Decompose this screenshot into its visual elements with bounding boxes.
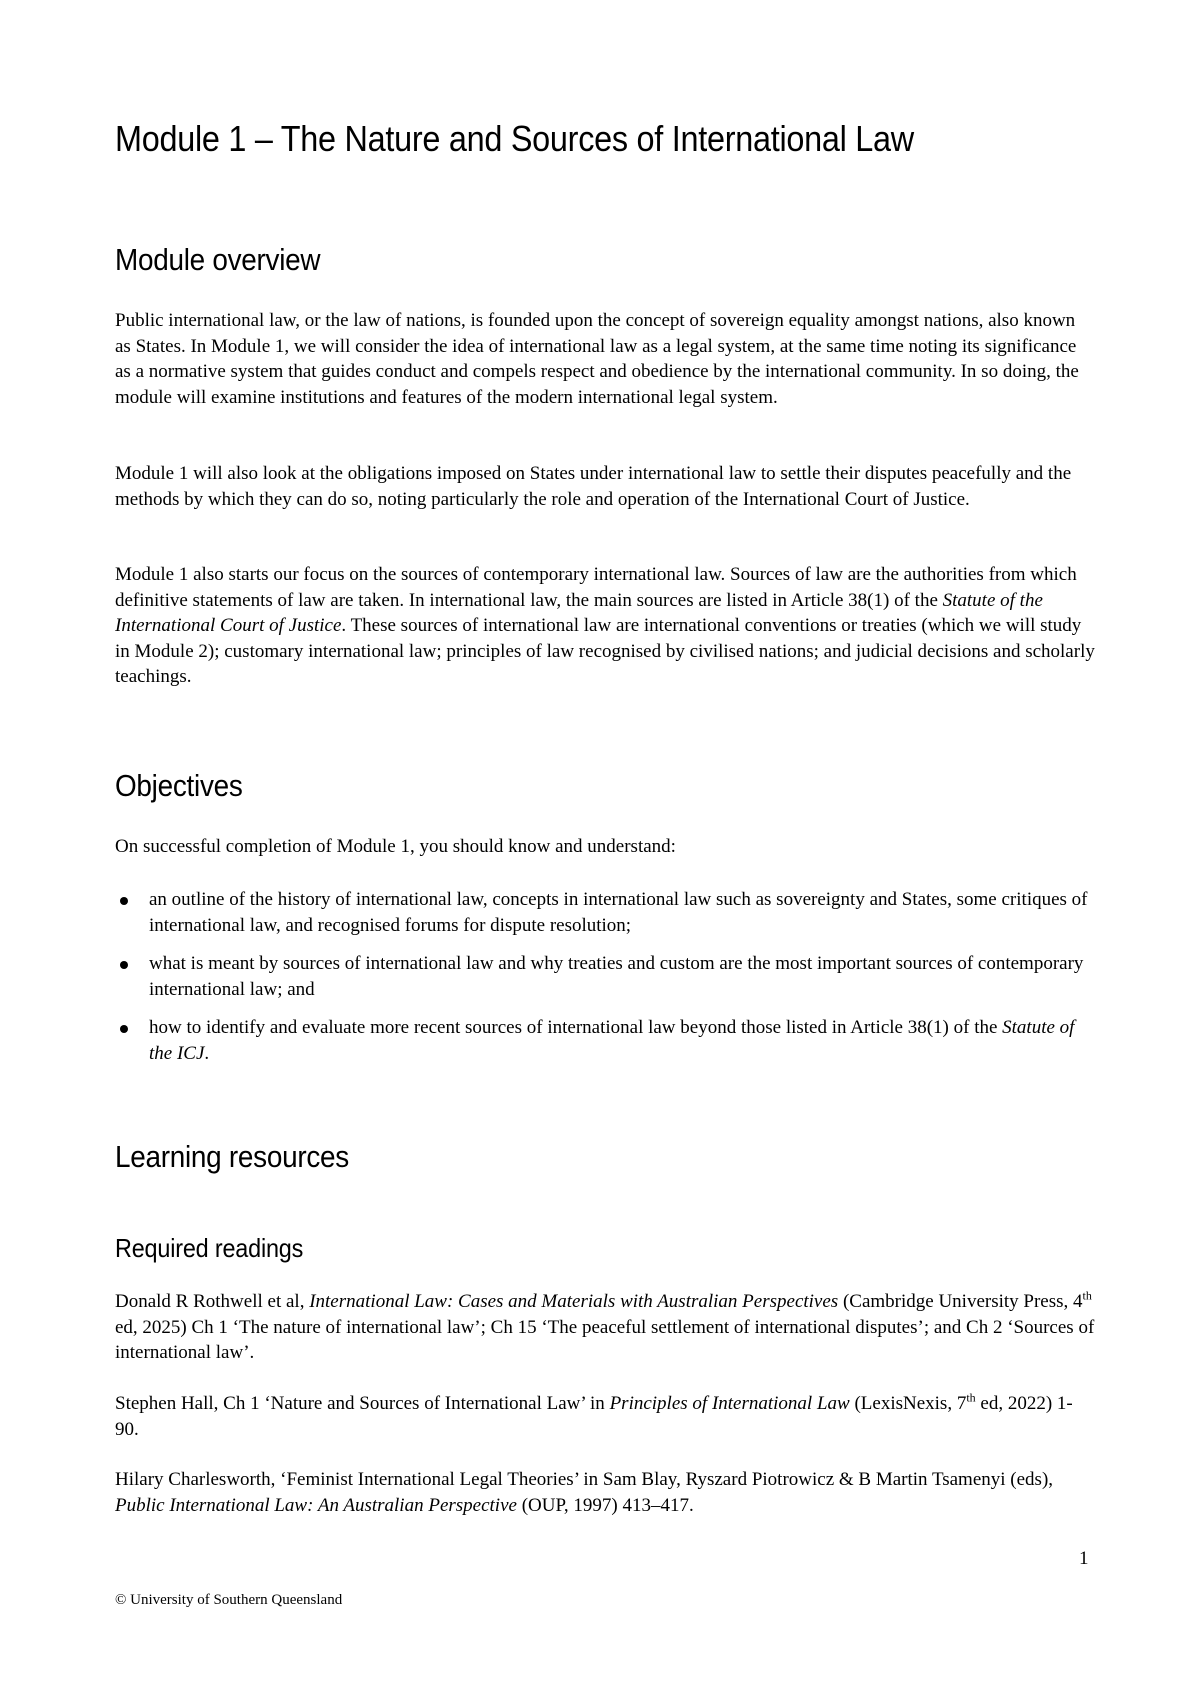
bullet-icon xyxy=(120,897,128,905)
edition-superscript: th xyxy=(1082,1288,1092,1303)
overview-paragraph-3-text: Module 1 also starts our focus on the sources of contemporary international law. Sources of law are the authorities from which definitive statements of law are taken. In international law, the main sources are listed in Article 38(1) of the xyxy=(115,564,1077,611)
overview-paragraph-3 xyxy=(115,562,1095,690)
objective-text: how to identify and evaluate more recent sources of international law beyond those listed in Article 38(1) of the xyxy=(149,1017,1003,1038)
objective-item xyxy=(115,951,1095,1002)
reading-item-hall xyxy=(115,1391,1095,1442)
reading-author: Donald R Rothwell et al, xyxy=(115,1291,310,1312)
overview-paragraph-2: Module 1 will also look at the obligations imposed on States under international law to settle their disputes peacefully and the methods by which they can do so, noting particularly the role and operation of the International Court of Justice. xyxy=(115,463,1072,510)
page-title: Module 1 – The Nature and Sources of International Law xyxy=(115,118,914,159)
page-number: 1 xyxy=(1079,1548,1089,1569)
reading-details: ed, 2022) 1-90. xyxy=(115,1393,1073,1440)
edition-superscript: th xyxy=(966,1390,976,1405)
statute-icj-short-title: Statute of the ICJ xyxy=(149,1017,1075,1064)
bullet-icon xyxy=(120,1025,128,1033)
objective-text-end: . xyxy=(204,1042,210,1064)
reading-item-rothwell xyxy=(115,1289,1095,1366)
objectives-heading: Objectives xyxy=(115,768,243,803)
learning-resources-heading: Learning resources xyxy=(115,1139,349,1174)
reading-author: Hilary Charlesworth, ‘Feminist International Legal Theories’ in Sam Blay, Ryszard Piotrowicz & B Martin Tsamenyi (eds), xyxy=(115,1469,1054,1490)
objectives-intro: On successful completion of Module 1, you should know and understand: xyxy=(115,836,676,857)
reading-publisher: (LexisNexis, 7 xyxy=(849,1393,967,1414)
reading-details: (OUP, 1997) 413–417. xyxy=(516,1494,694,1516)
reading-item-charlesworth xyxy=(115,1467,1095,1518)
reading-details: ed, 2025) Ch 1 ‘The nature of international law’; Ch 15 ‘The peaceful settlement of international disputes’; and Ch 2 ‘Sources of international law’. xyxy=(115,1316,1095,1363)
reading-publisher: (Cambridge University Press, 4 xyxy=(838,1291,1083,1312)
statute-icj-title: Statute of the International Court of Justice xyxy=(115,589,1043,636)
objective-text: what is meant by sources of international law and why treaties and custom are the most important sources of contemporary international law; and xyxy=(149,953,1084,1000)
overview-paragraph-3-rest: . These sources of international law are international conventions or treaties (which we will study in Module 2); customary international law; principles of law recognised by civilised nations; and judicial decisions and scholarly teachings. xyxy=(115,615,1095,687)
module-overview-heading: Module overview xyxy=(115,242,321,277)
reading-title: Public International Law: An Australian Perspective xyxy=(115,1494,517,1516)
bullet-icon xyxy=(120,961,128,969)
required-readings-heading: Required readings xyxy=(115,1233,304,1263)
overview-paragraph-1: Public international law, or the law of nations, is founded upon the concept of sovereign equality amongst nations, also known as States. In Module 1, we will consider the idea of international law as a legal system, at the same time noting its significance as a normative system that guides conduct and compels respect and obedience by the international community. In so doing, the module will examine institutions and features of the modern international legal system. xyxy=(115,310,1079,408)
reading-author: Stephen Hall, Ch 1 ‘Nature and Sources of International Law’ in xyxy=(115,1393,610,1414)
objectives-list xyxy=(115,887,1095,1079)
objective-text: an outline of the history of international law, concepts in international law such as sovereignty and States, some critiques of international law, and recognised forums for dispute resolution; xyxy=(149,889,1088,936)
reading-title: Principles of International Law xyxy=(609,1393,850,1414)
objective-item xyxy=(115,887,1095,938)
objective-item xyxy=(115,1015,1095,1066)
reading-title: International Law: Cases and Materials with Australian Perspectives xyxy=(309,1291,839,1312)
copyright-footer: © University of Southern Queensland xyxy=(115,1592,343,1608)
